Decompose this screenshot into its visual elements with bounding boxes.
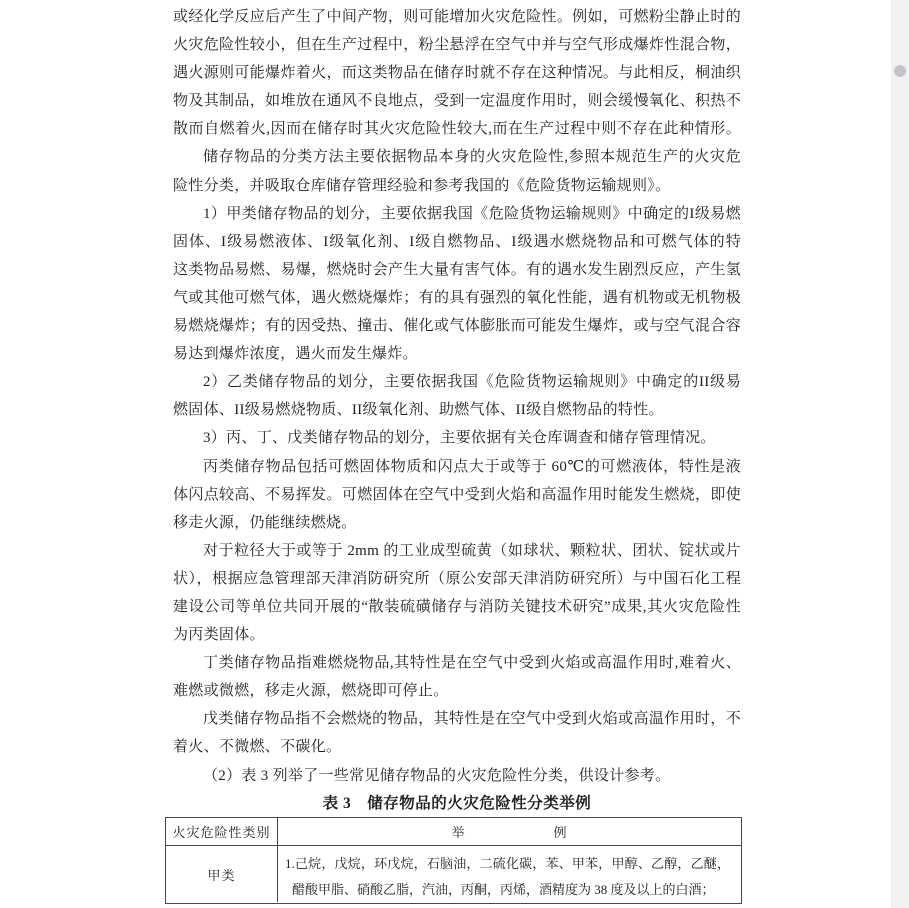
text-line: 丁类储存物品指难燃烧物品,其特性是在空气中受到火焰或高温作用时,难着火、 (203, 655, 741, 672)
text-line: 状），根据应急管理部天津消防研究所（原公安部天津消防研究所）与中国石化工程 (173, 570, 741, 587)
text-line: 丙类储存物品包括可燃固体物质和闪点大于或等于 60℃的可燃液体，特性是液 (203, 458, 741, 475)
examples-cell (278, 846, 741, 902)
text-line: 2）乙类储存物品的划分，主要依据我国《危险货物运输规则》中确定的II级易 (203, 374, 741, 391)
table-header-examples-char2: 例 (553, 825, 568, 840)
text-line: 遇火源则可能爆炸着火，而这类物品在储存时就不存在这种情况。与此相反，桐油织 (173, 65, 741, 82)
text-line: （2）表 3 列举了一些常见储存物品的火灾危险性分类，供设计参考。 (203, 767, 671, 784)
text-line: 对于粒径大于或等于 2mm 的工业成型硫黄（如球状、颗粒状、团状、锭状或片 (203, 542, 741, 559)
example-line: 醋酸甲脂、硝酸乙脂，汽油，丙酮，丙烯，酒精度为 38 度及以上的白酒； (292, 882, 715, 897)
table-header-category: 火灾危险性类别 (166, 818, 278, 845)
text-line: 1）甲类储存物品的划分，主要依据我国《危险货物运输规则》中确定的I级易燃 (203, 205, 741, 222)
table-header-row (166, 818, 741, 846)
table-header-examples-char1: 举 (451, 825, 466, 840)
text-line: 散而自燃着火,因而在储存时其火灾危险性较大,而在生产过程中则不存在此种情形。 (173, 121, 741, 138)
text-line: 建设公司等单位共同开展的“散装硫磺储存与消防关键技术研究”成果,其火灾危险性 (173, 598, 741, 615)
text-line: 储存物品的分类方法主要依据物品本身的火灾危险性,参照本规范生产的火灾危 (203, 149, 741, 166)
scrollbar-track[interactable] (891, 0, 909, 908)
text-line: 这类物品易燃、易爆，燃烧时会产生大量有害气体。有的遇水发生剧烈反应，产生氢 (173, 261, 741, 278)
text-line: 物及其制品，如堆放在通风不良地点，受到一定温度作用时，则会缓慢氧化、积热不 (173, 93, 741, 110)
text-line: 体闪点较高、不易挥发。可燃固体在空气中受到火焰和高温作用时能发生燃烧，即使 (173, 486, 741, 503)
text-line: 3）丙、丁、戊类储存物品的划分，主要依据有关仓库调查和储存管理情况。 (203, 430, 716, 447)
table-row (166, 846, 741, 902)
text-line: 险性分类，并吸取仓库储存管理经验和参考我国的《危险货物运输规则》。 (173, 177, 671, 194)
text-line: 为丙类固体。 (173, 627, 265, 644)
text-line: 着火、不微燃、不碳化。 (173, 739, 342, 756)
fire-hazard-table (165, 817, 742, 904)
scrollbar-thumb[interactable] (894, 65, 906, 77)
text-line: 或经化学反应后产生了中间产物，则可能增加火灾危险性。例如，可燃粉尘静止时的 (173, 9, 741, 25)
example-line: 1.己烷，戊烷，环戊烷，石脑油，二硫化碳，苯、甲苯，甲醇、乙醇，乙醚， (285, 856, 730, 871)
text-line: 固体、I级易燃液体、I级氧化剂、I级自燃物品、I级遇水燃烧物品和可燃气体的特 (173, 233, 741, 250)
text-line: 燃固体、II级易燃烧物质、II级氧化剂、助燃气体、II级自燃物品的特性。 (173, 402, 664, 419)
category-cell: 甲类 (166, 846, 278, 902)
text-line: 气或其他可燃气体，遇火燃烧爆炸；有的具有强烈的氧化性能，遇有机物或无机物极 (173, 289, 741, 306)
table-header-examples (278, 818, 741, 845)
paragraph-lines (173, 3, 741, 790)
text-line: 易燃烧爆炸；有的因受热、撞击、催化或气体膨胀而可能发生爆炸，或与空气混合容 (173, 318, 741, 335)
table-caption: 表 3 储存物品的火灾危险性分类举例 (322, 795, 592, 812)
text-line: 易达到爆炸浓度，遇火而发生爆炸。 (173, 346, 418, 363)
text-line: 移走火源，仍能继续燃烧。 (173, 514, 357, 531)
text-line: 戊类储存物品指不会燃烧的物品，其特性是在空气中受到火焰或高温作用时，不 (203, 711, 741, 728)
text-line: 火灾危险性较小，但在生产过程中，粉尘悬浮在空气中并与空气形成爆炸性混合物， (173, 37, 741, 54)
text-line: 难燃或微燃，移走火源，燃烧即可停止。 (173, 683, 449, 700)
